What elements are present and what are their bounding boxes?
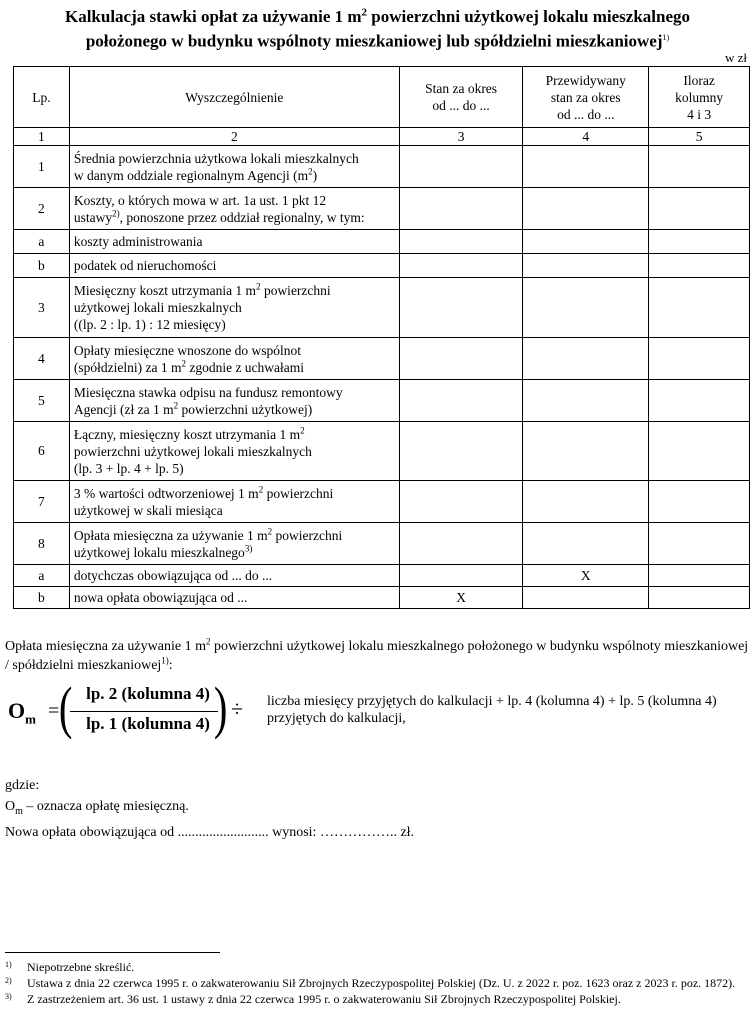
row-col5 [649,230,750,254]
row-description: Miesięczny koszt utrzymania 1 $m^2$ powierzchni użytkowej lokali mieszkalnych ((lp. 2 : lp. 1) : 12 miesięcy) [69,278,399,338]
divide-sign: ÷ [231,696,244,721]
table-row [14,380,750,422]
column-number: 1 [14,128,70,146]
row-col3 [399,422,523,481]
formula-text: liczba miesięcy przyjętych do kalkulacji + lp. 4 (kolumna 4) + lp. 5 (kolumna 4) przyjętych do kalkulacji, [267,694,717,726]
header-col5: Iloraz kolumny 4 i 3 [649,67,750,128]
row-col3 [399,338,523,380]
header-row [14,67,750,128]
row-col3 [399,188,523,230]
row-lp: 6 [14,422,70,481]
row-description: nowa opłata obowiązująca od ... [69,587,399,609]
unit-label: w zł [724,50,747,65]
footnote: 1) Niepotrzebne skreślić. [5,960,135,974]
row-col5 [649,278,750,338]
footnotes [5,960,750,1008]
row-lp: 8 [14,523,70,565]
table-row [14,338,750,380]
row-col4 [523,146,649,188]
table-row [14,278,750,338]
formula-numerator: lp. 2 (kolumna 4) [86,684,210,703]
table-row [14,565,750,587]
column-number: 3 [399,128,523,146]
row-col3 [399,254,523,278]
table-row [14,523,750,565]
footnote: 2) Ustawa z dnia 22 czerwca 1995 r. o zakwaterowaniu Sił Zbrojnych Rzeczypospolitej Polskiej (Dz. U. z 2022 r. poz. 1623 oraz z 2023 r. poz. 1872). [5,976,736,990]
row-lp: b [14,587,70,609]
table-row [14,254,750,278]
row-col5 [649,188,750,230]
row-col3: X [399,587,523,609]
row-lp: 3 [14,278,70,338]
title-line-2: położonego w budynku wspólnoty mieszkaniowej lub spółdzielni mieszkaniowej$^{1)}$ [85,31,670,51]
row-description: Koszty, o których mowa w art. 1a ust. 1 pkt 12 ustawy$^{2)}$, ponoszone przez oddział regionalny, w tym: [69,188,399,230]
row-col4 [523,338,649,380]
formula [8,675,248,744]
row-col5 [649,523,750,565]
gdzie-label: gdzie: [5,778,40,793]
row-col3 [399,523,523,565]
table-row [14,587,750,609]
row-col3 [399,481,523,523]
row-col4 [523,481,649,523]
row-description: Średnia powierzchnia użytkowa lokali mieszkalnych w danym oddziale regionalnym Agencji $(m^2)$ [69,146,399,188]
header-lp: Lp. [14,67,70,128]
fraction-line [70,711,218,712]
row-col4 [523,523,649,565]
row-lp: 5 [14,380,70,422]
table-row [14,146,750,188]
table-row [14,188,750,230]
row-description: dotychczas obowiązująca od ... do ... [69,565,399,587]
column-number: 4 [523,128,649,146]
document-title [0,6,755,52]
row-col5 [649,565,750,587]
table-row [14,481,750,523]
row-col5 [649,338,750,380]
row-lp: 1 [14,146,70,188]
row-col5 [649,481,750,523]
column-number: 5 [649,128,750,146]
row-col5 [649,380,750,422]
row-col4 [523,254,649,278]
om-definition: $O_m$ – oznacza opłatę miesięczną. [5,799,189,817]
row-lp: a [14,565,70,587]
row-col4 [523,278,649,338]
row-col3 [399,380,523,422]
row-col4 [523,188,649,230]
row-description: Opłaty miesięczne wnoszone do wspólnot (spółdzielni) za 1 $m^2$ zgodnie z uchwałami [69,338,399,380]
header-col3: Stan za okres od ... do ... [399,67,523,128]
row-col5 [649,146,750,188]
column-number-row [14,128,750,146]
footnote: 3) Z zastrzeżeniem art. 36 ust. 1 ustawy z dnia 22 czerwca 1995 r. o zakwaterowaniu Sił Zbrojnych Rzeczypospolitej Polskiej. [5,992,621,1006]
left-paren-glyph: ( [58,675,73,740]
row-description: Miesięczna stawka odpisu na fundusz remontowy Agencji (zł za 1 $m^2$ powierzchni użytkowej) [69,380,399,422]
calculation-table [13,66,750,609]
column-number: 2 [69,128,399,146]
formula-equals: = [48,700,60,722]
table-row [14,422,750,481]
row-col4 [523,230,649,254]
row-col4 [523,587,649,609]
row-lp: 2 [14,188,70,230]
row-lp: 7 [14,481,70,523]
description-paragraph: Opłata miesięczna za używanie 1 $m^2$ powierzchni użytkowej lokalu mieszkalnego położonego w budynku wspólnoty mieszkaniowej / spółdzielni mieszkaniowej$^{1)}$: [5,636,749,673]
title-line-1: Kalkulacja stawki opłat za używanie 1 $m^2$ powierzchni użytkowej lokalu mieszkalnego [64,6,691,26]
row-col4 [523,422,649,481]
row-description: Łączny, miesięczny koszt utrzymania 1 $m^2$ powierzchni użytkowej lokali mieszkalnych (lp. 3 + lp. 4 + lp. 5) [69,422,399,481]
row-col4 [523,380,649,422]
row-col3 [399,565,523,587]
new-fee-line: Nowa opłata obowiązująca od .......................... wynosi: …………….. zł. [5,824,415,840]
header-wyszczegolnienie: Wyszczególnienie [69,67,399,128]
footnote-divider [5,952,220,953]
row-col5 [649,254,750,278]
row-lp: 4 [14,338,70,380]
table-row [14,230,750,254]
row-col3 [399,230,523,254]
row-col5 [649,422,750,481]
row-description: podatek od nieruchomości [69,254,399,278]
row-description: koszty administrowania [69,230,399,254]
row-lp: b [14,254,70,278]
row-col3 [399,278,523,338]
row-description: Opłata miesięczna za używanie 1 $m^2$ powierzchni użytkowej lokalu mieszkalnego$^{3)}$ [69,523,399,565]
row-col4: X [523,565,649,587]
row-description: 3 % wartości odtworzeniowej 1 $m^2$ powierzchni użytkowej w skali miesiąca [69,481,399,523]
row-lp: a [14,230,70,254]
right-paren-glyph: ) [213,675,228,740]
row-col3 [399,146,523,188]
header-col4: Przewidywany stan za okres od ... do ... [523,67,649,128]
formula-denominator: lp. 1 (kolumna 4) [86,714,210,733]
definitions [5,775,414,843]
formula-om: $O_m$ [8,698,36,727]
row-col5 [649,587,750,609]
